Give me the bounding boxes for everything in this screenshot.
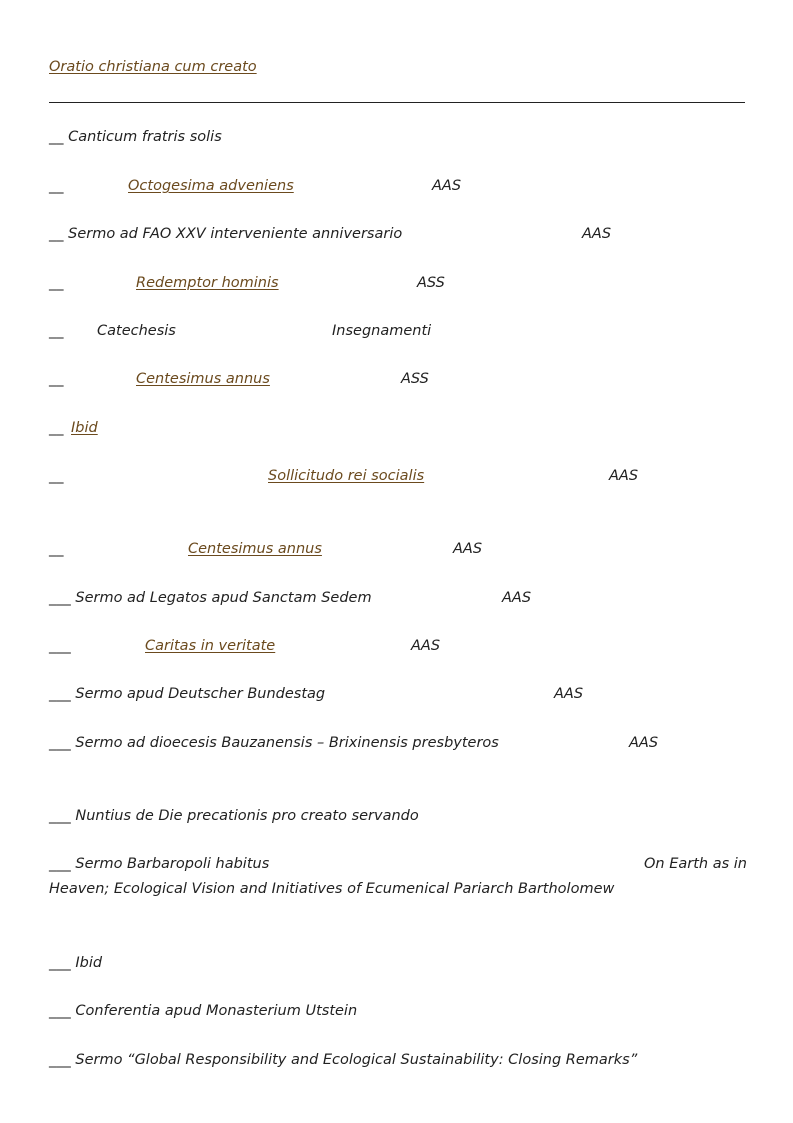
footnote-marker: ___: [49, 1052, 71, 1068]
footnote-title-link[interactable]: Ibid: [71, 420, 98, 436]
footnote-1: [49, 128, 222, 146]
footnote-source: ASS: [417, 275, 445, 291]
footnote-marker: ___: [49, 590, 71, 606]
footnote-16: [49, 954, 102, 972]
footnote-title-link[interactable]: Caritas in veritate: [145, 638, 276, 654]
footnote-source-continued: Heaven; Ecological Vision and Initiatives of Ecumenical Pariarch Bartholomew: [49, 881, 615, 897]
footnote-3: [49, 225, 402, 243]
separator-rule: [49, 102, 745, 103]
footnote-marker: ___: [49, 856, 71, 872]
footnote-15: [49, 855, 269, 873]
footnote-text: Sermo “Global Responsibility and Ecological Sustainability: Closing Remarks”: [75, 1052, 638, 1068]
footnote-text: Sermo ad dioecesis Bauzanensis – Brixinensis presbyteros: [75, 735, 499, 751]
footnote-marker: ___: [49, 808, 71, 824]
footnote-marker: __: [49, 541, 64, 557]
footnote-source: ASS: [401, 371, 429, 387]
footnote-text: Canticum fratris solis: [68, 129, 222, 145]
footnote-12: [49, 685, 325, 703]
footnote-source: On Earth as in: [644, 856, 747, 872]
footnote-13: [49, 734, 499, 752]
footnote-text: Conferentia apud Monasterium Utstein: [75, 1003, 358, 1019]
footnote-source: AAS: [629, 735, 659, 751]
footnote-source: AAS: [432, 178, 462, 194]
footnote-marker: __: [49, 129, 64, 145]
footnote-marker: ___: [49, 735, 71, 751]
footnote-marker: ___: [49, 955, 71, 971]
footnote-marker: __: [49, 178, 64, 194]
footnote-marker: __: [49, 371, 64, 387]
footnote-source: AAS: [453, 541, 483, 557]
footnote-text: Ibid: [75, 955, 103, 971]
footnote-marker: __: [49, 420, 64, 436]
footnote-source: AAS: [554, 686, 584, 702]
footnote-text: Sermo ad Legatos apud Sanctam Sedem: [75, 590, 372, 606]
footnote-text: Nuntius de Die precationis pro creato servando: [75, 808, 419, 824]
footnote-marker: __: [49, 275, 64, 291]
footnote-marker: __: [49, 468, 64, 484]
footnote-17: [49, 1002, 357, 1020]
footnote-title-link[interactable]: Centesimus annus: [188, 541, 322, 557]
footnote-18: [49, 1051, 637, 1069]
footnote-title-link[interactable]: Octogesima adveniens: [128, 178, 294, 194]
footnote-marker: ___: [49, 638, 71, 654]
footnote-text: Sermo Barbaropoli habitus: [75, 856, 270, 872]
page-title-link[interactable]: Oratio christiana cum creato: [49, 59, 257, 75]
footnote-marker: __: [49, 323, 64, 339]
footnote-source: AAS: [502, 590, 532, 606]
footnote-source: AAS: [609, 468, 639, 484]
footnote-text: Catechesis: [97, 323, 176, 339]
footnote-text: Sermo apud Deutscher Bundestag: [75, 686, 326, 702]
footnote-source: AAS: [582, 226, 612, 242]
footnote-text: Sermo ad FAO XXV interveniente anniversario: [68, 226, 403, 242]
footnote-marker: __: [49, 226, 64, 242]
footnote-title-link[interactable]: Centesimus annus: [136, 371, 270, 387]
footnote-marker: ___: [49, 686, 71, 702]
footnote-source: AAS: [411, 638, 441, 654]
footnote-14: [49, 807, 419, 825]
footnote-source: Insegnamenti: [332, 323, 432, 339]
footnote-title-link[interactable]: Sollicitudo rei socialis: [268, 468, 425, 484]
footnote-marker: ___: [49, 1003, 71, 1019]
footnote-10: [49, 589, 372, 607]
footnote-title-link[interactable]: Redemptor hominis: [136, 275, 279, 291]
